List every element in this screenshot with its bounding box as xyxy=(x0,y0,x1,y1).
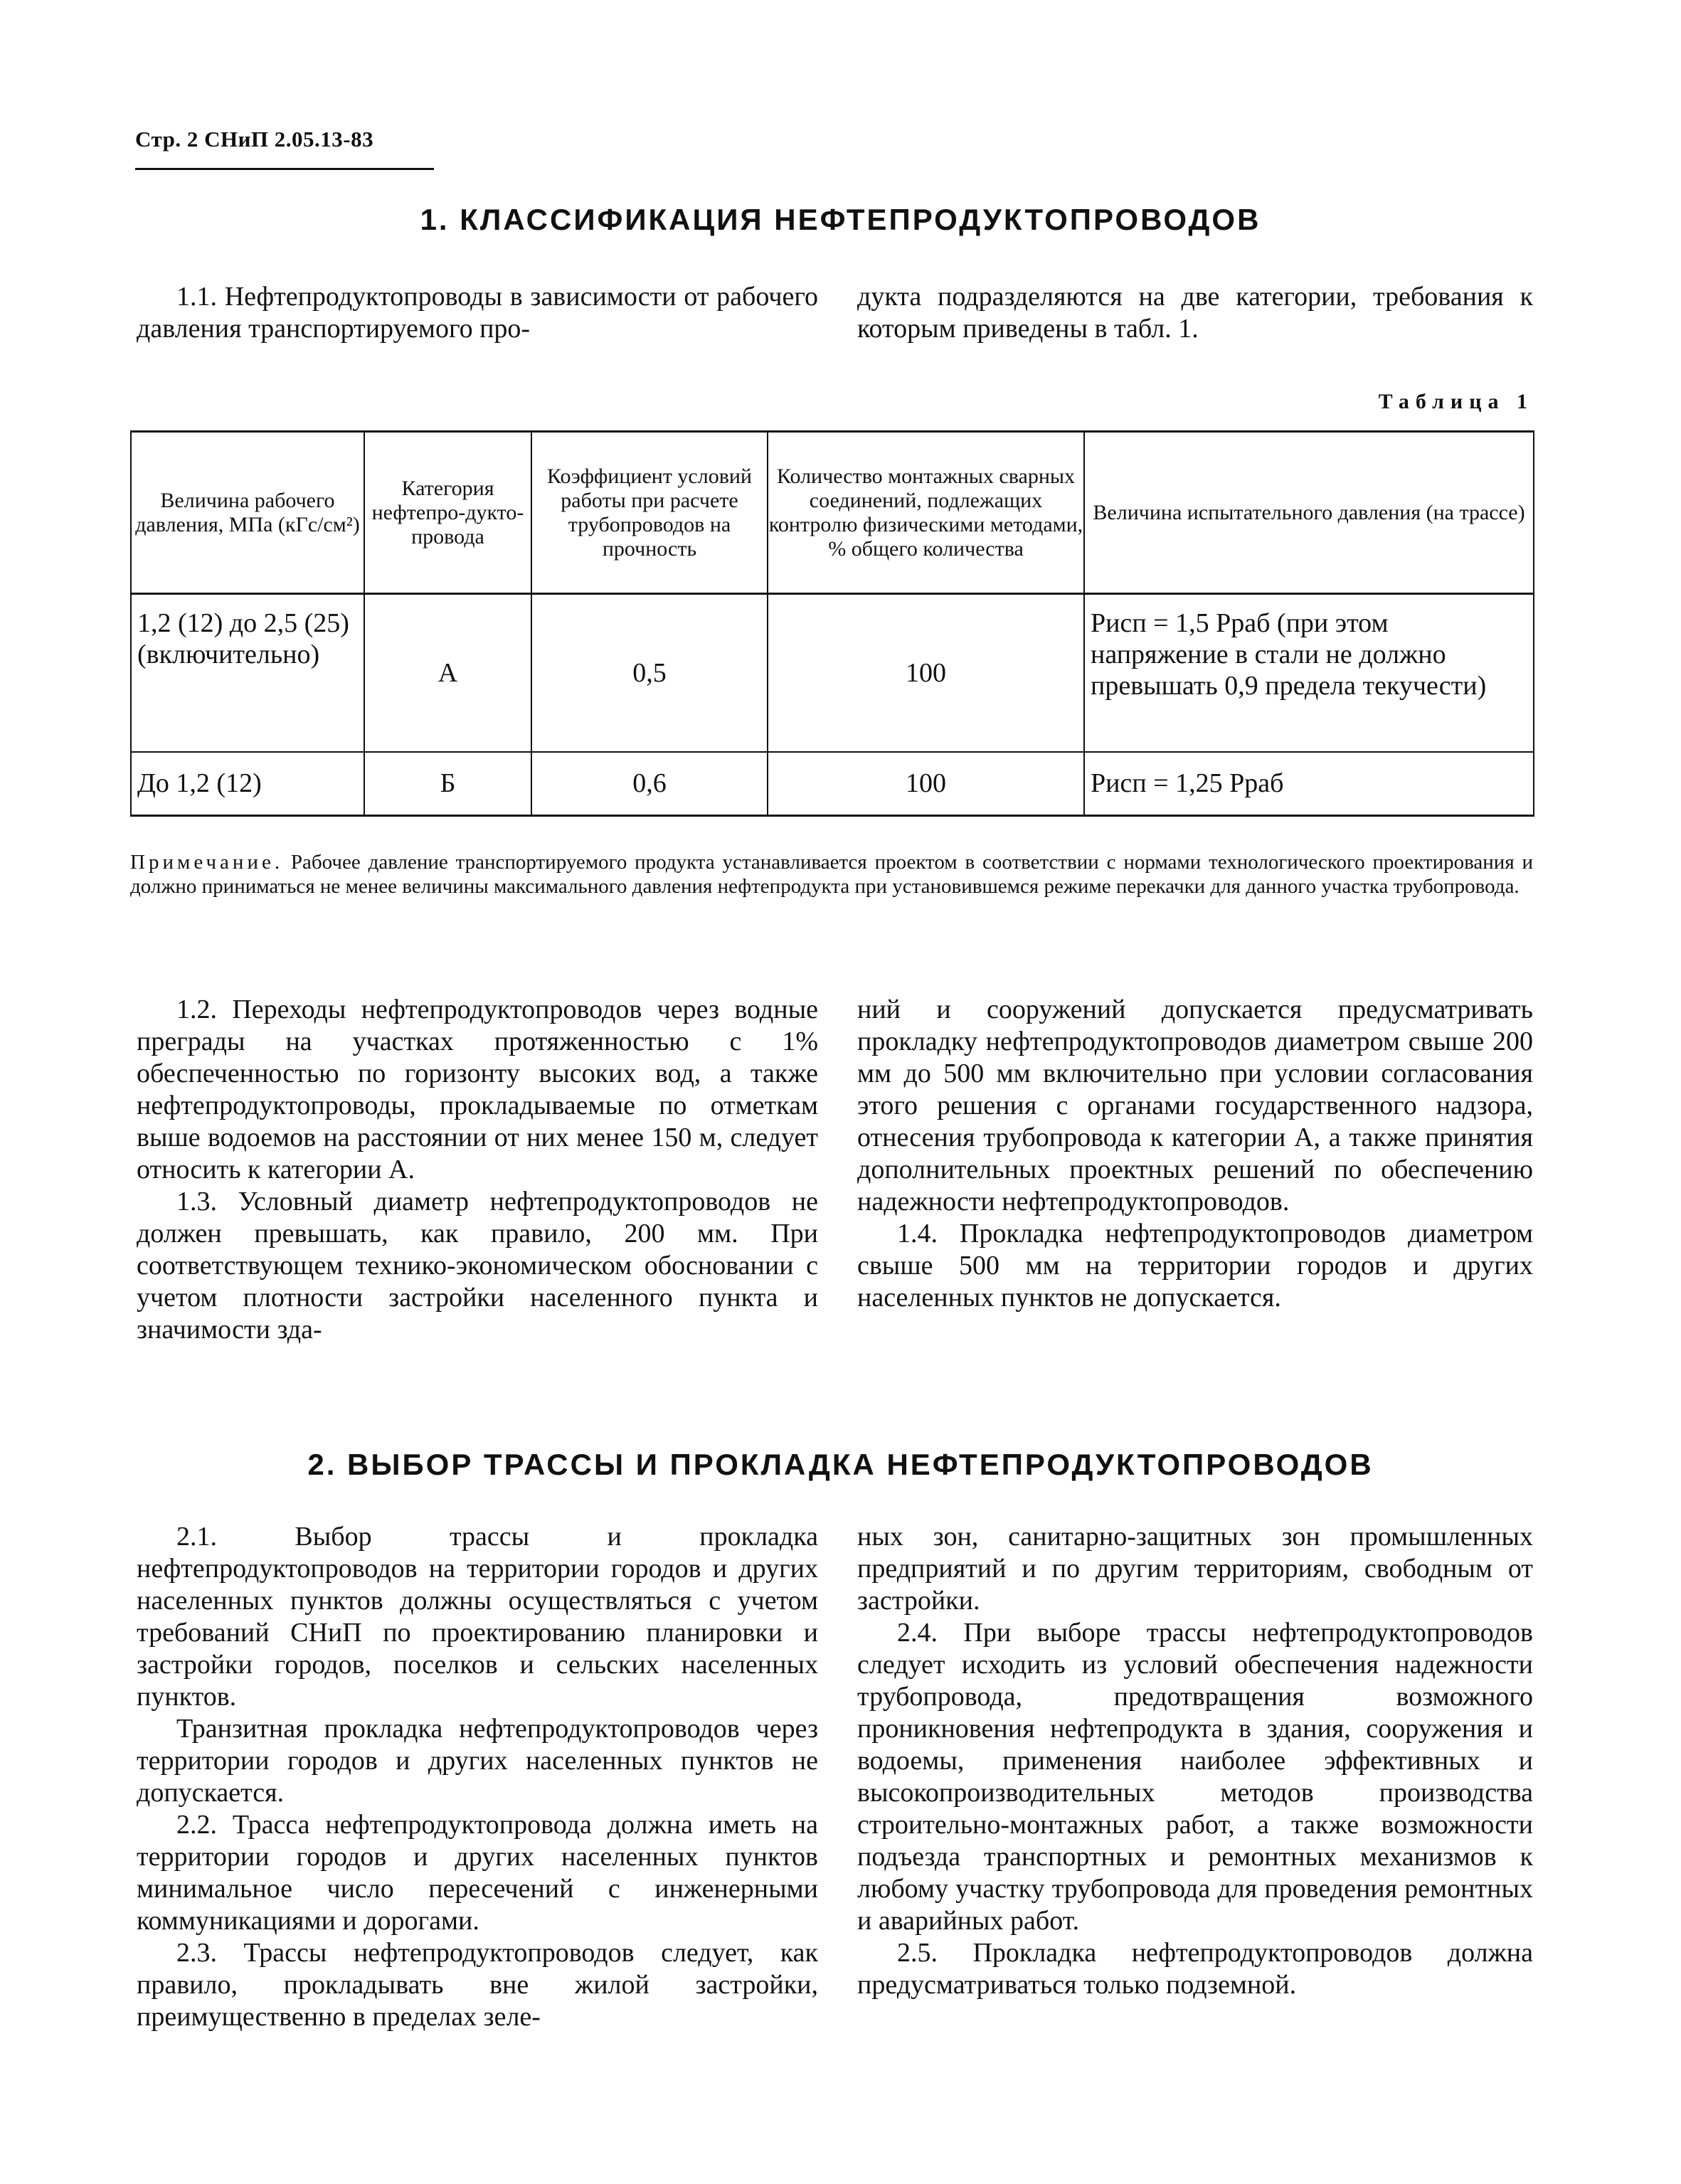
paragraph-transit: Транзитная прокладка нефтепродуктопроводов через территории городов и других населенных пунктов не допускается. xyxy=(137,1714,818,1808)
cell-test-pressure: Pисп = 1,5 Pраб (при этом напряжение в стали не должно превышать 0,9 предела текучести) xyxy=(1084,594,1534,752)
table-row xyxy=(131,594,1534,752)
cell-category: Б xyxy=(364,752,531,816)
cell-test-pressure: Pисп = 1,25 Pраб xyxy=(1084,752,1534,816)
header-test-pressure: Величина испытательного давления (на трассе) xyxy=(1084,432,1534,594)
paragraph-1-1: 1.1. Нефтепродуктопроводы в зависимости от рабочего давления транспортируемого про- xyxy=(137,282,818,344)
table-caption: Таблица 1 xyxy=(1378,390,1534,413)
paragraph-2-3-continued: ных зон, санитарно-защитных зон промышленных предприятий и по другим территориям, свободным от застройки. xyxy=(857,1522,1533,1616)
header-coefficient: Коэффициент условий работы при расчете трубопроводов на прочность xyxy=(531,432,768,594)
header-weld-count: Количество монтажных сварных соединений, подлежащих контролю физическими методами, % общего количества xyxy=(768,432,1084,594)
section-1-intro-right xyxy=(857,281,1533,345)
paragraph-1-3: 1.3. Условный диаметр нефтепродуктопроводов не должен превышать, как правило, 200 мм. При соответствующем технико-экономическом обосновании с учетом плотности застройки населенного пункта и значимости зда- xyxy=(137,1187,818,1345)
section-2-right-column xyxy=(857,1521,1533,2001)
header-category: Категория нефтепро-дукто-провода xyxy=(364,432,531,594)
note-text: Рабочее давление транспортируемого продукта устанавливается проектом в соответствии с нормами технологического проектирования и должно приниматься не менее величины максимального давления нефтепродукта при установившемся режиме перекачки для данного участка трубопровода. xyxy=(130,851,1533,898)
category-table xyxy=(130,430,1534,817)
table-header-row xyxy=(131,432,1534,594)
section-2-title: 2. ВЫБОР ТРАССЫ И ПРОКЛАДКА НЕФТЕПРОДУКТОПРОВОДОВ xyxy=(307,1448,1374,1481)
paragraph-2-2: 2.2. Трасса нефтепродуктопровода должна иметь на территории городов и других населенных пунктов минимальное число пересечений с инженерными коммуникациями и дорогами. xyxy=(137,1810,818,1936)
cell-weld-count: 100 xyxy=(768,594,1084,752)
paragraph-2-4: 2.4. При выборе трассы нефтепродуктопроводов следует исходить из условий обеспечения надежности трубопровода, предотвращения возможного проникновения нефтепродукта в здания, сооружения и водоемы, применения наиболее эффективных и высокопроизводительных методов производства строительно-монтажных работ, а также возможности подъезда транспортных и ремонтных механизмов к любому участку трубопровода для проведения ремонтных и аварийных работ. xyxy=(857,1618,1533,1936)
page-header: Стр. 2 СНиП 2.05.13-83 xyxy=(135,127,434,170)
header-pressure: Величина рабочего давления, МПа (кГс/см²) xyxy=(131,432,364,594)
section-1-title: 1. КЛАССИФИКАЦИЯ НЕФТЕПРОДУКТОПРОВОДОВ xyxy=(420,203,1261,236)
note-label: Примечание. xyxy=(130,851,284,874)
section-1-left-column xyxy=(137,994,818,1346)
cell-category: А xyxy=(364,594,531,752)
cell-pressure: 1,2 (12) до 2,5 (25) (включительно) xyxy=(131,594,364,752)
cell-weld-count: 100 xyxy=(768,752,1084,816)
cell-coefficient: 0,6 xyxy=(531,752,768,816)
paragraph-1-1-continued: дукта подразделяются на две категории, требования к которым приведены в табл. 1. xyxy=(857,282,1533,344)
section-1-intro-left xyxy=(137,281,818,345)
paragraph-1-2: 1.2. Переходы нефтепродуктопроводов через водные преграды на участках протяженностью с 1% обеспеченностью по горизонту высоких вод, а также нефтепродуктопроводы, прокладываемые по отметкам выше водоемов на расстоянии от них менее 150 м, следует относить к категории А. xyxy=(137,995,818,1184)
paragraph-1-4: 1.4. Прокладка нефтепродуктопроводов диаметром свыше 500 мм на территории городов и других населенных пунктов не допускается. xyxy=(857,1219,1533,1313)
paragraph-2-3: 2.3. Трассы нефтепродуктопроводов следует, как правило, прокладывать вне жилой застройки, преимущественно в пределах зеле- xyxy=(137,1938,818,2032)
paragraph-2-5: 2.5. Прокладка нефтепродуктопроводов должна предусматриваться только подземной. xyxy=(857,1938,1533,2000)
cell-pressure: До 1,2 (12) xyxy=(131,752,364,816)
cell-coefficient: 0,5 xyxy=(531,594,768,752)
paragraph-2-1: 2.1. Выбор трассы и прокладка нефтепродуктопроводов на территории городов и других населенных пунктов должны осуществляться с учетом требований СНиП по проектированию планировки и застройки городов, поселков и сельских населенных пунктов. xyxy=(137,1522,818,1712)
table-note xyxy=(130,850,1533,898)
section-1-right-column xyxy=(857,994,1533,1314)
table-row xyxy=(131,752,1534,816)
paragraph-1-3-continued: ний и сооружений допускается предусматривать прокладку нефтепродуктопроводов диаметром свыше 200 мм до 500 мм включительно при условии согласования этого решения с органами государственного надзора, отнесения трубопровода к категории А, а также принятия дополнительных проектных решений по обеспечению надежности нефтепродуктопроводов. xyxy=(857,995,1533,1216)
section-2-left-column xyxy=(137,1521,818,2033)
